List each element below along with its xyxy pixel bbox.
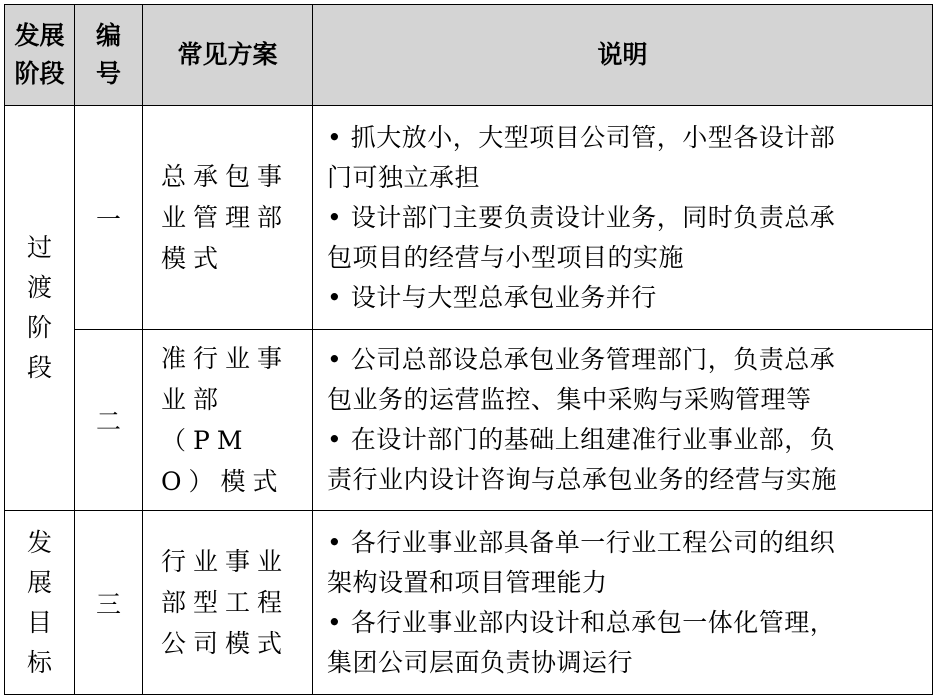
- row-number: 二: [75, 330, 143, 511]
- header-stage: 发展 阶段: [5, 5, 75, 106]
- development-stage-table: [4, 4, 933, 695]
- row-number: 一: [75, 106, 143, 330]
- scheme-cell: 准行业事 业部（PM O）模式: [143, 330, 313, 511]
- stage-transition: 过 渡 阶 段: [5, 106, 75, 511]
- header-number: 编 号: [75, 5, 143, 106]
- scheme-cell: 总承包事 业管理部 模式: [143, 106, 313, 330]
- table-row: [5, 330, 933, 511]
- header-scheme: 常见方案: [143, 5, 313, 106]
- header-description: 说明: [313, 5, 933, 106]
- table-row: [5, 511, 933, 695]
- scheme-cell: 行业事业 部型工程 公司模式: [143, 511, 313, 695]
- row-number: 三: [75, 511, 143, 695]
- header-row: [5, 5, 933, 106]
- description-cell: • 抓大放小，大型项目公司管，小型各设计部 门可独立承担 • 设计部门主要负责设计业务，同时负责总承 包项目的经营与小型项目的实施 • 设计与大型总承包业务并行: [313, 106, 933, 330]
- table-row: [5, 106, 933, 330]
- description-cell: • 各行业事业部具备单一行业工程公司的组织 架构设置和项目管理能力 • 各行业事业部内设计和总承包一体化管理， 集团公司层面负责协调运行: [313, 511, 933, 695]
- description-cell: • 公司总部设总承包业务管理部门，负责总承 包业务的运营监控、集中采购与采购管理等 • 在设计部门的基础上组建准行业事业部，负 责行业内设计咨询与总承包业务的经营与实施: [313, 330, 933, 511]
- stage-goal: 发 展 目 标: [5, 511, 75, 695]
